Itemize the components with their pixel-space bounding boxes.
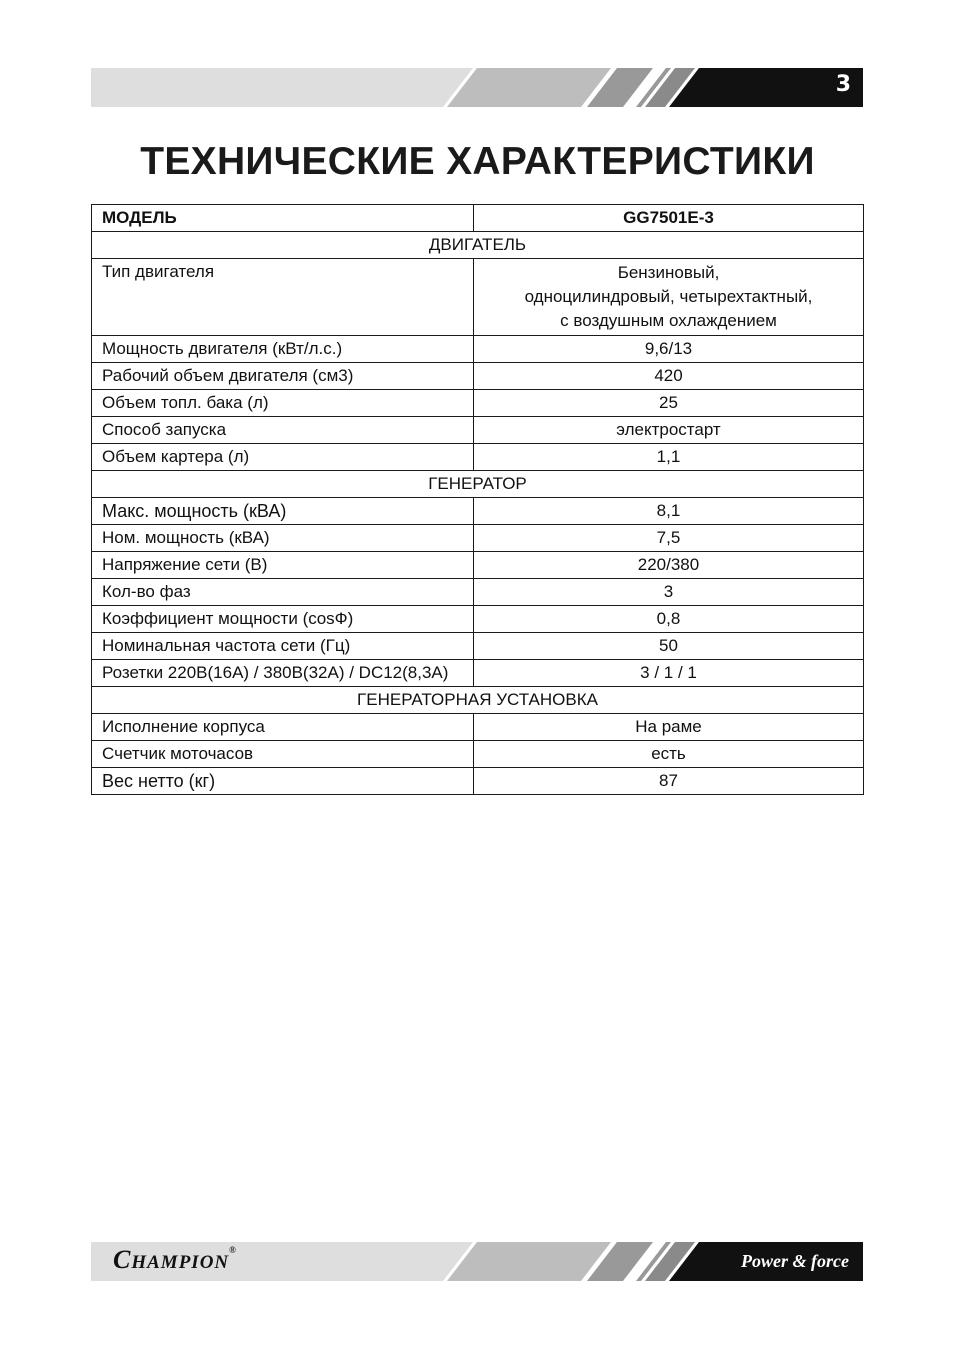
table-row (92, 363, 864, 390)
table-row (92, 579, 864, 606)
section-title: ГЕНЕРАТОРНАЯ УСТАНОВКА (92, 687, 864, 714)
registered-mark: ® (229, 1245, 237, 1255)
row-value-line: Бензиновый, (617, 263, 720, 282)
table-header-row (92, 205, 864, 232)
row-label: Напряжение сети (В) (92, 552, 474, 579)
row-value: 220/380 (474, 552, 864, 579)
row-value: 420 (474, 363, 864, 390)
table-row (92, 390, 864, 417)
row-value: есть (474, 741, 864, 768)
table-row (92, 768, 864, 795)
table-row (92, 444, 864, 471)
row-label: Исполнение корпуса (92, 714, 474, 741)
section-title: ГЕНЕРАТОР (92, 471, 864, 498)
row-label: Объем картера (л) (92, 444, 474, 471)
page-title: ТЕХНИЧЕСКИЕ ХАРАКТЕРИСТИКИ (140, 140, 815, 183)
table-row (92, 660, 864, 687)
slogan: Power & force (741, 1251, 849, 1271)
logo-text: HAMPION (131, 1252, 230, 1273)
row-value-line: одноцилиндровый, четырехтактный, (524, 287, 813, 306)
row-label: Розетки 220В(16А) / 380В(32А) / DC12(8,3А) (92, 660, 474, 687)
section-header-generator (92, 471, 864, 498)
page-number: 3 (835, 72, 851, 97)
table-row (92, 552, 864, 579)
champion-logo (113, 1245, 237, 1275)
table-row (92, 259, 864, 336)
specs-table (91, 204, 864, 795)
table-row (92, 714, 864, 741)
header-stripes-graphic (91, 68, 863, 107)
table-row (92, 741, 864, 768)
row-value: На раме (474, 714, 864, 741)
table-row (92, 498, 864, 525)
row-value: 9,6/13 (474, 336, 864, 363)
row-value: 50 (474, 633, 864, 660)
row-value: 3 / 1 / 1 (474, 660, 864, 687)
table-row (92, 633, 864, 660)
model-value: GG7501E-3 (474, 205, 864, 232)
section-header-engine (92, 232, 864, 259)
row-label: Мощность двигателя (кВт/л.с.) (92, 336, 474, 363)
row-value: 87 (474, 768, 864, 795)
row-value: электростарт (474, 417, 864, 444)
logo-initial: C (113, 1245, 132, 1274)
row-value-line: с воздушным охлаждением (560, 311, 777, 330)
model-label: МОДЕЛЬ (92, 205, 474, 232)
row-label: Счетчик моточасов (92, 741, 474, 768)
row-label: Макс. мощность (кВА) (92, 498, 474, 525)
table-row (92, 525, 864, 552)
row-label: Рабочий объем двигателя (см3) (92, 363, 474, 390)
row-label: Кол-во фаз (92, 579, 474, 606)
row-value: 8,1 (474, 498, 864, 525)
table-row (92, 606, 864, 633)
row-value: 7,5 (474, 525, 864, 552)
table-row (92, 336, 864, 363)
row-label: Объем топл. бака (л) (92, 390, 474, 417)
section-title: ДВИГАТЕЛЬ (92, 232, 864, 259)
row-value: 25 (474, 390, 864, 417)
row-value (474, 259, 864, 336)
header-band (91, 68, 863, 107)
row-label: Ном. мощность (кВА) (92, 525, 474, 552)
row-label: Вес нетто (кг) (92, 768, 474, 795)
footer-band (91, 1242, 863, 1281)
row-label: Тип двигателя (92, 259, 474, 336)
row-value: 1,1 (474, 444, 864, 471)
table-row (92, 417, 864, 444)
row-label: Способ запуска (92, 417, 474, 444)
row-label: Коэффициент мощности (cosФ) (92, 606, 474, 633)
row-value: 3 (474, 579, 864, 606)
section-header-genset (92, 687, 864, 714)
row-label: Номинальная частота сети (Гц) (92, 633, 474, 660)
row-value: 0,8 (474, 606, 864, 633)
